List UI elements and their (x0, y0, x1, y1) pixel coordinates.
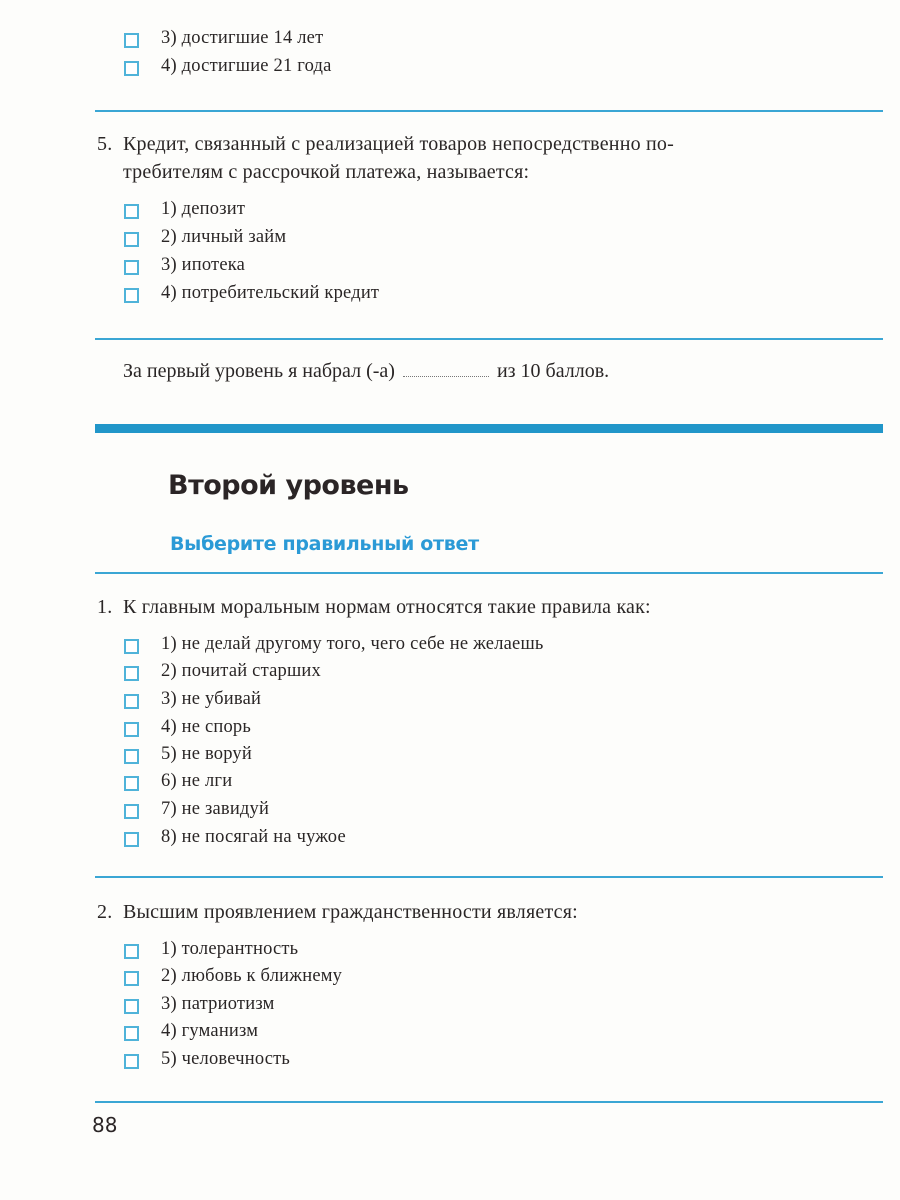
answer-option[interactable] (124, 769, 232, 793)
question-text: Высшим проявлением гражданственности является: (123, 901, 578, 923)
divider (95, 1101, 883, 1103)
checkbox[interactable] (124, 666, 139, 681)
score-blank-field[interactable] (403, 362, 489, 377)
option-label: 5) человечность (161, 1048, 291, 1069)
checkbox[interactable] (124, 288, 139, 303)
question-number: 5. (97, 133, 113, 155)
checkbox[interactable] (124, 776, 139, 791)
question-5 (97, 130, 887, 186)
option-label: 3) не убивай (161, 688, 262, 709)
answer-option[interactable] (124, 281, 379, 305)
checkbox[interactable] (124, 204, 139, 219)
question-text-cont: требителям с рассрочкой платежа, называется: (123, 161, 530, 183)
question-text: Кредит, связанный с реализацией товаров непосредственно по- (123, 133, 674, 155)
answer-option[interactable] (124, 687, 261, 711)
divider (95, 876, 883, 878)
answer-option[interactable] (124, 742, 252, 766)
option-label: 3) достигшие 14 лет (161, 27, 324, 48)
option-label: 2) почитай старших (161, 660, 321, 681)
checkbox[interactable] (124, 232, 139, 247)
answer-option[interactable] (124, 797, 269, 821)
checkbox[interactable] (124, 260, 139, 275)
divider (95, 572, 883, 574)
checkbox[interactable] (124, 999, 139, 1014)
score-suffix: из 10 баллов. (496, 360, 610, 382)
answer-option[interactable] (124, 659, 321, 683)
checkbox[interactable] (124, 832, 139, 847)
answer-option[interactable] (124, 54, 332, 78)
checkbox[interactable] (124, 749, 139, 764)
answer-option[interactable] (124, 964, 342, 988)
option-label: 1) не делай другому того, чего себе не желаешь (161, 633, 544, 654)
question-number: 2. (97, 901, 113, 923)
answer-option[interactable] (124, 225, 286, 249)
checkbox[interactable] (124, 694, 139, 709)
checkbox[interactable] (124, 33, 139, 48)
option-label: 1) депозит (161, 198, 246, 219)
divider (95, 338, 883, 340)
option-label: 2) любовь к ближнему (161, 965, 343, 986)
answer-option[interactable] (124, 197, 245, 221)
score-line (123, 360, 609, 383)
option-label: 1) толерантность (161, 938, 299, 959)
option-label: 4) достигшие 21 года (161, 55, 332, 76)
answer-option[interactable] (124, 26, 323, 50)
answer-option[interactable] (124, 715, 251, 739)
answer-option[interactable] (124, 1047, 290, 1071)
divider (95, 110, 883, 112)
section-subtitle: Выберите правильный ответ (170, 533, 479, 555)
answer-option[interactable] (124, 1019, 258, 1043)
checkbox[interactable] (124, 61, 139, 76)
page-number: 88 (92, 1113, 118, 1137)
checkbox[interactable] (124, 1054, 139, 1069)
question-2 (97, 898, 887, 926)
option-label: 4) гуманизм (161, 1020, 259, 1041)
option-label: 2) личный займ (161, 226, 287, 247)
option-label: 5) не воруй (161, 743, 252, 764)
answer-option[interactable] (124, 253, 245, 277)
option-label: 4) не спорь (161, 716, 252, 737)
checkbox[interactable] (124, 944, 139, 959)
answer-option[interactable] (124, 992, 274, 1016)
checkbox[interactable] (124, 971, 139, 986)
option-label: 3) патриотизм (161, 993, 275, 1014)
checkbox[interactable] (124, 1026, 139, 1041)
option-label: 7) не завидуй (161, 798, 270, 819)
section-title: Второй уровень (168, 470, 409, 501)
option-label: 3) ипотека (161, 254, 246, 275)
section-divider (95, 424, 883, 433)
checkbox[interactable] (124, 804, 139, 819)
score-prefix: За первый уровень я набрал (-а) (123, 360, 395, 382)
answer-option[interactable] (124, 937, 298, 961)
question-number: 1. (97, 596, 113, 618)
checkbox[interactable] (124, 722, 139, 737)
answer-option[interactable] (124, 632, 544, 656)
option-label: 4) потребительский кредит (161, 282, 380, 303)
question-text: К главным моральным нормам относятся такие правила как: (123, 596, 651, 618)
question-1 (97, 593, 887, 621)
option-label: 6) не лги (161, 770, 233, 791)
checkbox[interactable] (124, 639, 139, 654)
answer-option[interactable] (124, 825, 346, 849)
option-label: 8) не посягай на чужое (161, 826, 346, 847)
